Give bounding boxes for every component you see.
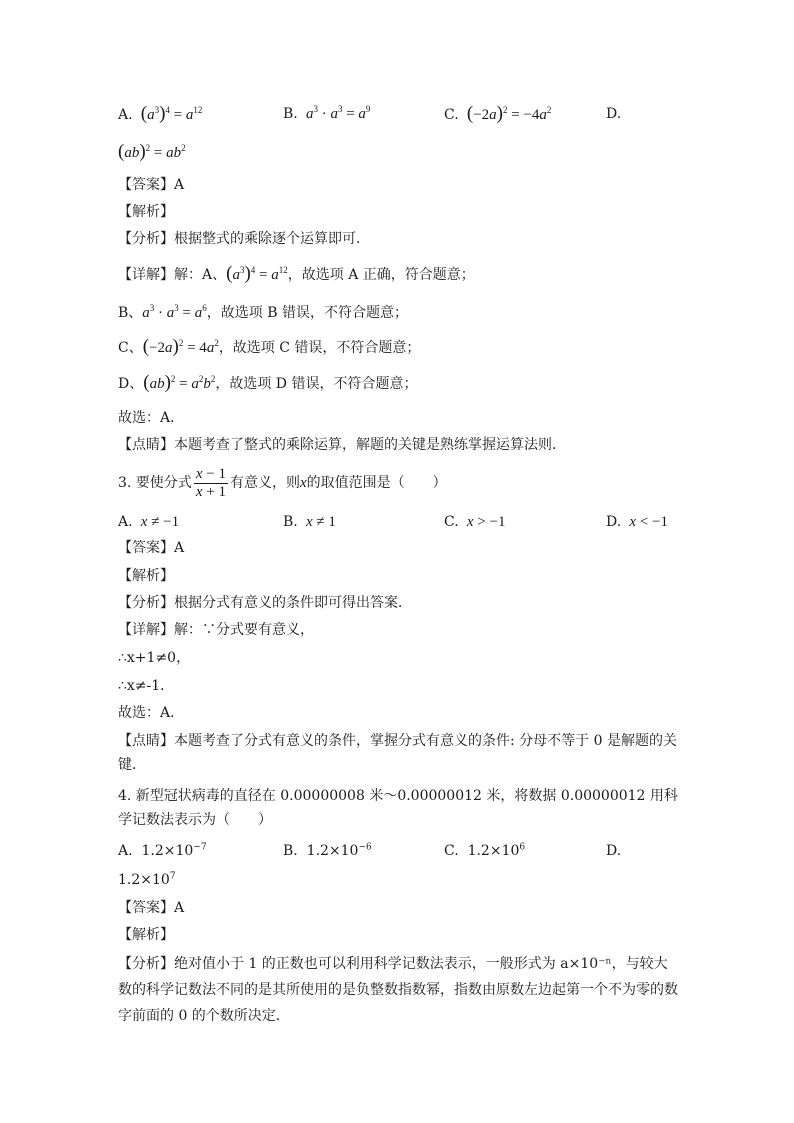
q3-stem-prefix: 3. 要使分式 (118, 475, 192, 491)
q2-analysis: 【分析】根据整式的乘除逐个运算即可． (118, 231, 370, 247)
q2-detail-a (118, 264, 475, 285)
q2-option-b-formula: $a^3 \cdot a^3 = a^9$ (302, 104, 371, 122)
q3-step-1: ∴x+1≠0， (118, 650, 191, 666)
q2-option-d (606, 104, 621, 124)
q2-detail-c-formula: $(-2a)^2 = 4a^2$ (142, 336, 219, 357)
q2-detail-c-prefix: C、 (118, 340, 143, 356)
q4-jiexi-heading: 【解析】 (118, 927, 174, 943)
q4-option-c-mantissa: 1.2×10 (467, 843, 520, 859)
q3-stem-mid: 有意义，则 (229, 475, 300, 491)
q3-option-b-label: B. (283, 514, 298, 530)
q4-stem: 4. 新型冠状病毒的直径在 0.00000008 米～0.00000012 米，将数据 0.00000012 用科学记数法表示为（ ） (118, 788, 678, 828)
q2-detail-b-prefix: B、 (118, 305, 143, 321)
q3-analysis: 【分析】根据分式有意义的条件即可得出答案． (118, 595, 412, 611)
q2-option-c-formula: $(-2a)^2 = -4a^2$ (466, 103, 552, 124)
q4-option-d-label: D. (606, 843, 622, 859)
q4-option-d-exp: 7 (169, 871, 176, 882)
q2-option-a (118, 104, 202, 125)
q3-choose: 故选：A． (118, 705, 185, 721)
q2-jiexi-heading: 【解析】 (118, 204, 174, 220)
q4-option-b-mantissa: 1.2×10 (306, 843, 359, 859)
q2-detail-b-formula: $a^3 \cdot a^3 = a^6$ (142, 303, 207, 321)
q3-option-b-formula: x ≠ 1 (302, 514, 336, 530)
q2-detail-d-prefix: D、 (118, 376, 144, 392)
q3-option-a (118, 512, 179, 532)
q3-option-a-label: A. (118, 514, 133, 530)
q3-option-c-label: C. (444, 514, 459, 530)
q3-jiexi-heading: 【解析】 (118, 568, 174, 584)
q2-option-c (444, 104, 551, 125)
q3-option-b (283, 512, 336, 532)
q2-detail-a-tail: ，故选项 A 正确，符合题意； (287, 267, 475, 283)
q2-detail-d-tail: ，故选项 D 错误，不符合题意； (215, 376, 418, 392)
q2-option-a-label: A. (118, 107, 133, 123)
q4-answer: 【答案】A (118, 900, 185, 916)
q3-comment: 【点睛】本题考查了分式有意义的条件，掌握分式有意义的条件: 分母不等于 0 是解题的关键． (118, 733, 677, 773)
q2-option-b (283, 104, 370, 124)
q2-option-a-formula: $(a^3)^4 = a^{12}$ (140, 103, 203, 124)
q3-option-d (606, 512, 668, 532)
q2-choose: 故选：A． (118, 410, 185, 426)
q2-comment: 【点睛】本题考查了整式的乘除运算，解题的关键是熟练掌握运算法则． (118, 437, 566, 453)
q3-stem (118, 464, 447, 502)
q3-detail: 【详解】解：∵分式要有意义， (118, 622, 314, 638)
q3-stem-var: x (299, 475, 307, 491)
q4-option-d (606, 841, 621, 861)
q3-option-a-formula: x ≠ −1 (137, 514, 180, 530)
q2-detail-a-prefix: 【详解】解：A、 (118, 267, 227, 283)
q4-option-a-exp: −7 (193, 842, 207, 853)
q2-detail-d-formula: $(ab)^2 = a^2b^2$ (143, 372, 216, 393)
q4-option-c-label: C. (444, 843, 459, 859)
q2-detail-c (118, 337, 420, 358)
q4-option-a-mantissa: 1.2×10 (141, 843, 194, 859)
q3-option-c-formula: x > −1 (463, 514, 506, 530)
q4-option-b-label: B. (283, 843, 298, 859)
q2-answer: 【答案】A (118, 177, 185, 193)
q2-option-d-formula: $(ab)^2 = ab^2$ (118, 141, 186, 162)
q2-detail-b-tail: ，故选项 B 错误，不符合题意； (206, 305, 408, 321)
q2-detail-a-formula: $(a^3)^4 = a^{12}$ (226, 263, 288, 284)
q4-option-d-mantissa: 1.2×10 (118, 872, 170, 888)
q2-detail-c-tail: ，故选项 C 错误，不符合题意； (218, 340, 421, 356)
q3-option-d-formula: x < −1 (625, 514, 668, 530)
q3-step-2: ∴x≠-1． (118, 678, 175, 694)
q4-option-c-exp: 6 (519, 842, 526, 853)
q4-analysis: 【分析】绝对值小于 1 的正数也可以利用科学记数法表示，一般形式为 a×10⁻ⁿ，与较大数的科学记数法不同的是其所使用的是负整数指数幂，指数由原数左边起第一个不为零的数字前面的 0 的个数所决定． (118, 956, 678, 1024)
q3-option-d-label: D. (606, 514, 622, 530)
q4-option-b (283, 841, 372, 861)
q4-option-d-value (118, 870, 176, 890)
q3-answer: 【答案】A (118, 540, 185, 556)
q2-option-d-label: D. (606, 106, 622, 122)
q3-option-c (444, 512, 505, 532)
q4-option-a-label: A. (118, 843, 133, 859)
q2-option-c-label: C. (444, 107, 459, 123)
q2-detail-b (118, 303, 408, 323)
q4-option-b-exp: −6 (358, 842, 372, 853)
q4-option-a (118, 841, 207, 861)
q3-fraction: $\frac{x - 1}{x + 1}$ (195, 465, 226, 500)
q2-option-b-label: B. (283, 106, 298, 122)
q4-option-c (444, 841, 525, 861)
q3-stem-tail: 的取值范围是（ ） (306, 475, 447, 491)
q2-detail-d (118, 373, 417, 394)
